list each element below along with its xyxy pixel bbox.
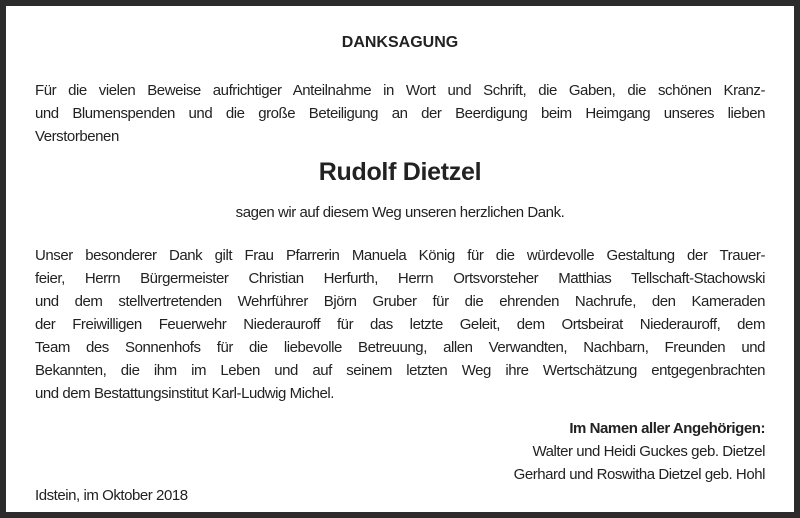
body-line: Bekannten, die ihm im Leben und auf seinem letzten Weg ihre Wertschätzung entgegenbrachten [35, 362, 765, 379]
notice-title: DANKSAGUNG [341, 34, 459, 51]
thanks-subline: sagen wir auf diesem Weg unseren herzlichen Dank. [235, 204, 565, 221]
body-line: der Freiwilligen Feuerwehr Niederauroff für das letzte Geleit, dem Ortsbeirat Niederauroff, dem [35, 316, 765, 333]
signature-heading: Im Namen aller Angehörigen: [569, 420, 765, 437]
intro-line: Verstorbenen [35, 128, 119, 145]
body-line: und dem Bestattungsinstitut Karl-Ludwig Michel. [35, 385, 335, 402]
signature-line: Walter und Heidi Guckes geb. Dietzel [532, 443, 765, 460]
intro-line: und Blumenspenden und die große Beteiligung an der Beerdigung beim Heimgang unseres lieben [35, 105, 765, 122]
intro-line: Für die vielen Beweise aufrichtiger Anteilnahme in Wort und Schrift, die Gaben, die schönen Kranz- [35, 82, 765, 99]
body-line: feier, Herrn Bürgermeister Christian Herfurth, Herrn Ortsvorsteher Matthias Tellschaft-Stachowski [35, 270, 765, 287]
place-date: Idstein, im Oktober 2018 [35, 487, 188, 504]
signature-line: Gerhard und Roswitha Dietzel geb. Hohl [513, 466, 765, 483]
body-line: und dem stellvertretenden Wehrführer Björn Gruber für die ehrenden Nachrufe, den Kameraden [35, 293, 765, 310]
deceased-name: Rudolf Dietzel [318, 158, 482, 186]
thank-you-notice [6, 6, 794, 512]
body-line: Team des Sonnenhofs für die liebevolle Betreuung, allen Verwandten, Nachbarn, Freunden und [35, 339, 765, 356]
body-line: Unser besonderer Dank gilt Frau Pfarrerin Manuela König für die würdevolle Gestaltung der Trauer- [35, 247, 765, 264]
